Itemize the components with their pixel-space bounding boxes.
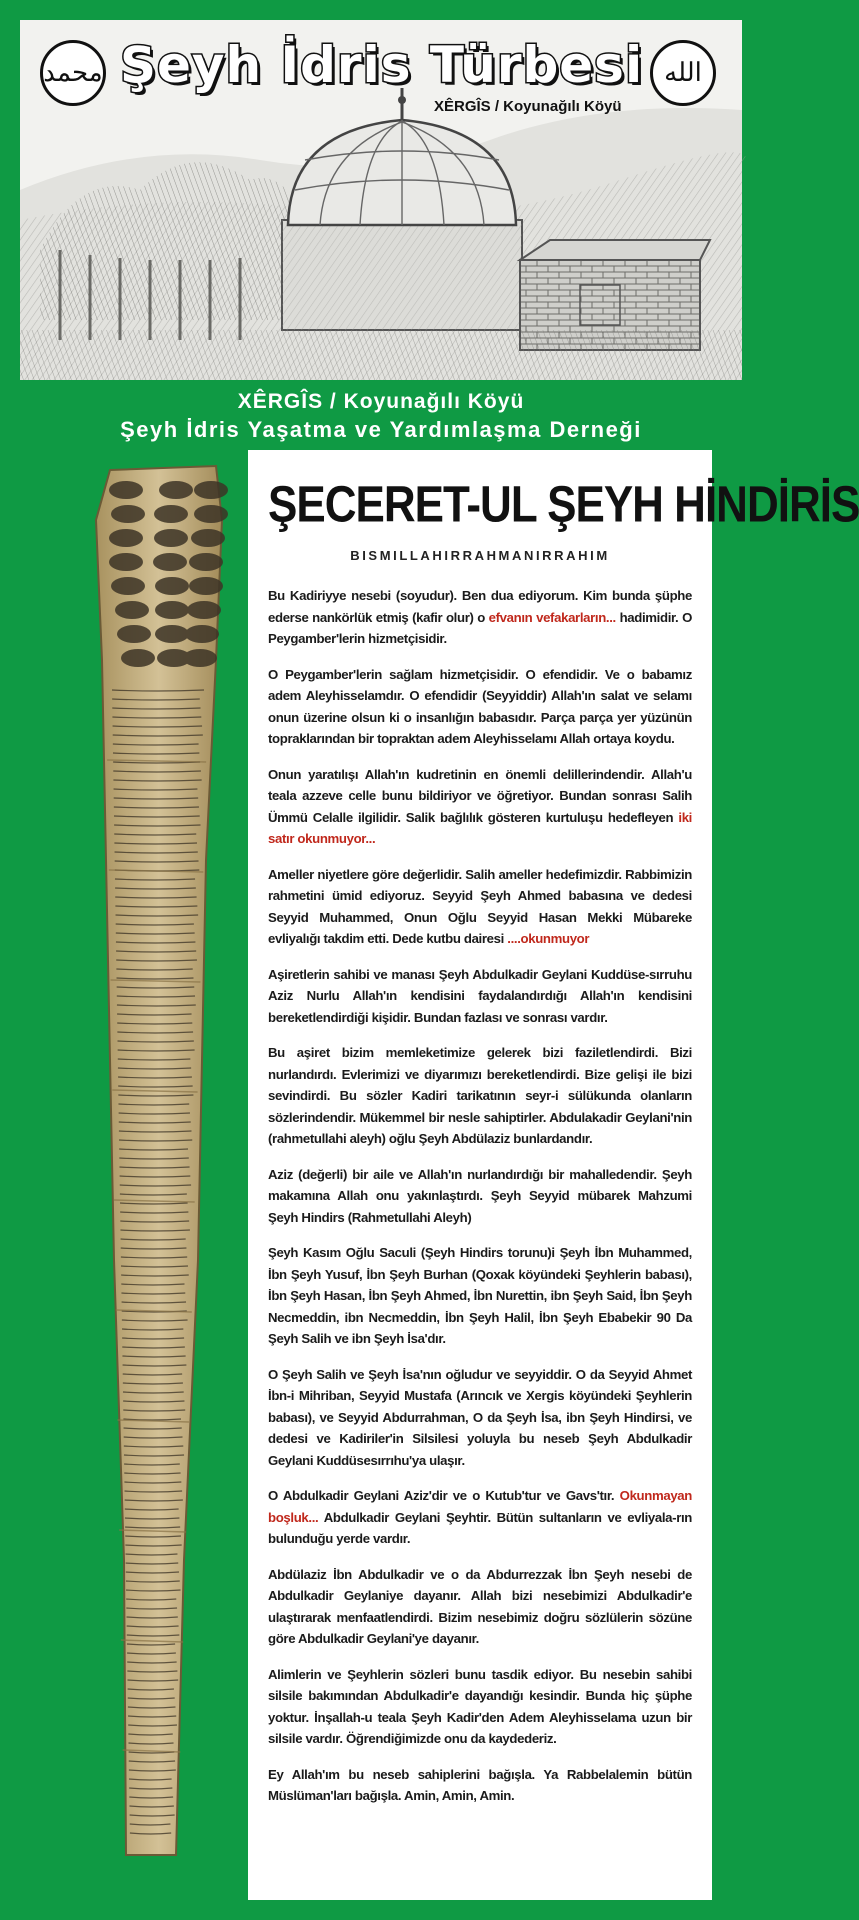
paragraph <box>268 1564 692 1650</box>
allah-calligraphy-icon <box>650 40 716 106</box>
village-name: XÊRGÎS / Koyunağılı Köyü <box>237 390 525 413</box>
scroll-seal <box>183 649 217 667</box>
scroll-seal <box>189 577 223 595</box>
scroll-seal <box>111 505 145 523</box>
paragraph <box>268 664 692 750</box>
paragraph-text: Ameller niyetlere göre değerlidir. Salih ameller hedefimizdir. Rabbimizin rahmetini ümid ediyoruz. Seyyid Şeyh Ahmed babasına ve dedesi Seyyid Muhammed, Onun Oğlu Seyyid Hasan Mekki Mübareke evliyalığı takdim etti. Dede kutbu dairesi <box>268 866 692 946</box>
scroll-seal <box>155 625 189 643</box>
paragraph <box>268 1042 692 1150</box>
scroll-seal <box>155 601 189 619</box>
scroll-seal <box>155 577 189 595</box>
scroll-seal <box>187 601 221 619</box>
association-band <box>0 388 762 444</box>
scroll-seal <box>153 553 187 571</box>
paragraph <box>268 1242 692 1350</box>
paragraph <box>268 585 692 650</box>
paragraph-text: Alimlerin ve Şeyhlerin sözleri bunu tasdik ediyor. Bu nesebin sahibi silsile bakımından Abdulkadir'e dayandığı kesindir. Bunda hiç şüphe yoktur. İnşallah-u teala Şeyh Kadir'den Adem Aleyhisselama uzun bir silsile vardır. Öğrendiğimizde onu da kaydederiz. <box>268 1666 692 1746</box>
scroll-seal <box>121 649 155 667</box>
paragraph-text: O Abdulkadir Geylani Aziz'dir ve o Kutub'tur ve Gavs'tır. <box>268 1488 620 1503</box>
scroll-seal <box>191 529 225 547</box>
scroll-seal <box>154 529 188 547</box>
scroll-seal <box>115 601 149 619</box>
scroll-seal <box>159 481 193 499</box>
header-title: Şeyh İdris Türbesi <box>120 36 644 94</box>
parchment-scroll <box>66 460 236 1860</box>
paragraph <box>268 1764 692 1807</box>
paragraph <box>268 864 692 950</box>
unreadable-note: ....okunmuyor <box>507 931 590 946</box>
paragraph <box>268 964 692 1029</box>
scroll-seal <box>109 553 143 571</box>
scroll-seal <box>185 625 219 643</box>
header-subtitle: XÊRGÎS / Koyunağılı Köyü <box>434 98 622 115</box>
document-body <box>268 585 692 1807</box>
paragraph-text: O Peygamber'lerin sağlam hizmetçisidir. O efendidir. Ve o babamız adem Aleyhisselamdır. O efendidir (Seyyiddir) Allah'ın salat ve selamı onun üzerine olsun ki o insanlığın babasıdır. Parça parça yer yüzünün topraklarından bir topraktan adem Aleyhisselamı Allah ortaya koydu. <box>268 666 692 746</box>
paragraph-text: Onun yaratılışı Allah'ın kudretinin en önemli delillerindendir. Allah'u teala azzeve celle bunu bildiriyor ve öğretiyor. Bundan sonrası Salih Ümmü Celalle ilgilidir. Salik bağlılık gösteren kurtuluşu hedefleyen <box>268 766 692 825</box>
scroll-seal <box>194 481 228 499</box>
paragraph <box>268 764 692 850</box>
scroll-seal <box>109 481 143 499</box>
paragraph-text: Aziz (değerli) bir aile ve Allah'ın nurlandırdığı bir mahalledendir. Şeyh makamına Allah onu yakınlaştırdı. Şeyh Seyyid mübarek Mahzumi Şeyh Hindirs (Rahmetullahi Aleyh) <box>268 1166 692 1225</box>
paragraph-text: Aşiretlerin sahibi ve manası Şeyh Abdulkadir Geylani Kuddüse-sırruhu Aziz Nurlu Allah'ın kendisini faydalandırdığı Allah'ın kendisini bereketlendirdiği kişidir. Bundan fazlası ve sonrası vardır. <box>268 966 692 1025</box>
paragraph <box>268 1485 692 1550</box>
scroll-seal <box>194 505 228 523</box>
basmala-heading: BISMILLAHIRRAHMANIRRAHIM <box>350 548 610 563</box>
scroll-seal <box>154 505 188 523</box>
right-medallion-glyph: الله <box>664 58 702 88</box>
paragraph-text-tail: Abdulkadir Geylani Şeyhtir. Bütün sultanların ve evliyala-rın bulunduğu yerde vardır. <box>268 1509 692 1546</box>
paragraph-text: Ey Allah'ım bu neseb sahiplerini bağışla. Ya Rabbelalemin bütün Müslüman'ları bağışla. Amin, Amin, Amin. <box>268 1766 692 1803</box>
unreadable-note: efvanın vefakarların... <box>488 609 616 625</box>
paragraph-text: Abdülaziz İbn Abdulkadir ve o da Abdurrezzak İbn Şeyh nesebi de Abdulkadir Geylaniye dayanır. Allah bizi nesebimizi Abdulkadir'e ulaştırarak menfaatlendirdi. Bizim nesebimiz doğru sözlülerin sözüne göre Abdulkadir Geylani'ye dayanır. <box>268 1566 692 1646</box>
unreadable-note: iki satır okunmuyor... <box>268 809 692 846</box>
paragraph-text-tail: hadimidir. O Peygamber'lerin hizmetçisidir. <box>268 609 692 646</box>
muhammad-calligraphy-icon <box>40 40 106 106</box>
unreadable-note: Okunmayan boşluk... <box>268 1488 692 1525</box>
paragraph-text: Bu aşiret bizim memleketimize gelerek bizi faziletlendirdi. Bizi nurlandırdı. Evlerimizi ve diyarımızı bereketlendirdi. Bize gelişi ile bizi sevindirdi. Bu sözler Kadiri tarikatının seyr-i sülükunda olanların sözlerindendir. Mükemmel bir nesle sahiptirler. Abdulakadir Geylani'nin (rahmetullahi aleyh) oğlu Şeyh Abdülaziz bunlardandır. <box>268 1045 692 1146</box>
paragraph-text: O Şeyh Salih ve Şeyh İsa'nın oğludur ve seyyiddir. O da Seyyid Ahmet İbn-i Mihriban, Seyyid Mustafa (Arıncık ve Xergis köyündeki Şeyhlerin babası), ve Seyyid Abdurrahman, O da Şeyh İsa, ibn Şeyh Hindirsi, ve dedesi ve Kadiriler'in Silsilesi yoluyla bu neseb Şeyh Abdulkadir Geylani Kuddüsesırrıhu'ya ulaşır. <box>268 1366 692 1468</box>
paragraph <box>268 1664 692 1750</box>
paragraph <box>268 1364 692 1472</box>
scroll-seal <box>111 577 145 595</box>
left-medallion-glyph: محمد <box>43 58 103 88</box>
document-title: ŞECERET-UL ŞEYH HİNDİRİS <box>268 476 859 533</box>
association-name: Şeyh İdris Yaşatma ve Yardımlaşma Derneği <box>120 417 642 442</box>
header-banner <box>20 20 742 380</box>
scroll-seal <box>109 529 143 547</box>
genealogy-scroll-image <box>66 460 236 1860</box>
document-panel <box>248 450 859 1900</box>
paragraph <box>268 1164 692 1229</box>
scroll-seal <box>189 553 223 571</box>
paragraph-text: Bu Kadiriyye nesebi (soyudur). Ben dua ediyorum. Kim bunda şüphe ederse nankörlük etmiş (kafir olur) o <box>268 588 692 625</box>
scroll-seal <box>117 625 151 643</box>
paragraph-text: Şeyh Kasım Oğlu Saculi (Şeyh Hindirs torunu)i Şeyh İbn Muhammed, İbn Şeyh Yusuf, İbn Şeyh Burhan (Qoxak köyündeki Şeyhlerin babası), İbn Şeyh Hasan, İbn Şeyh Ahmed, İbn Nurettin, ibn Şeyh Said, İbn Şeyh Necmeddin, ibn Necmeddin, İbn Şeyh Halil, İbn Şeyh Ebabekir 90 Da Şeyh Salih ve ibn Şeyh İsa'dır. <box>268 1245 692 1346</box>
